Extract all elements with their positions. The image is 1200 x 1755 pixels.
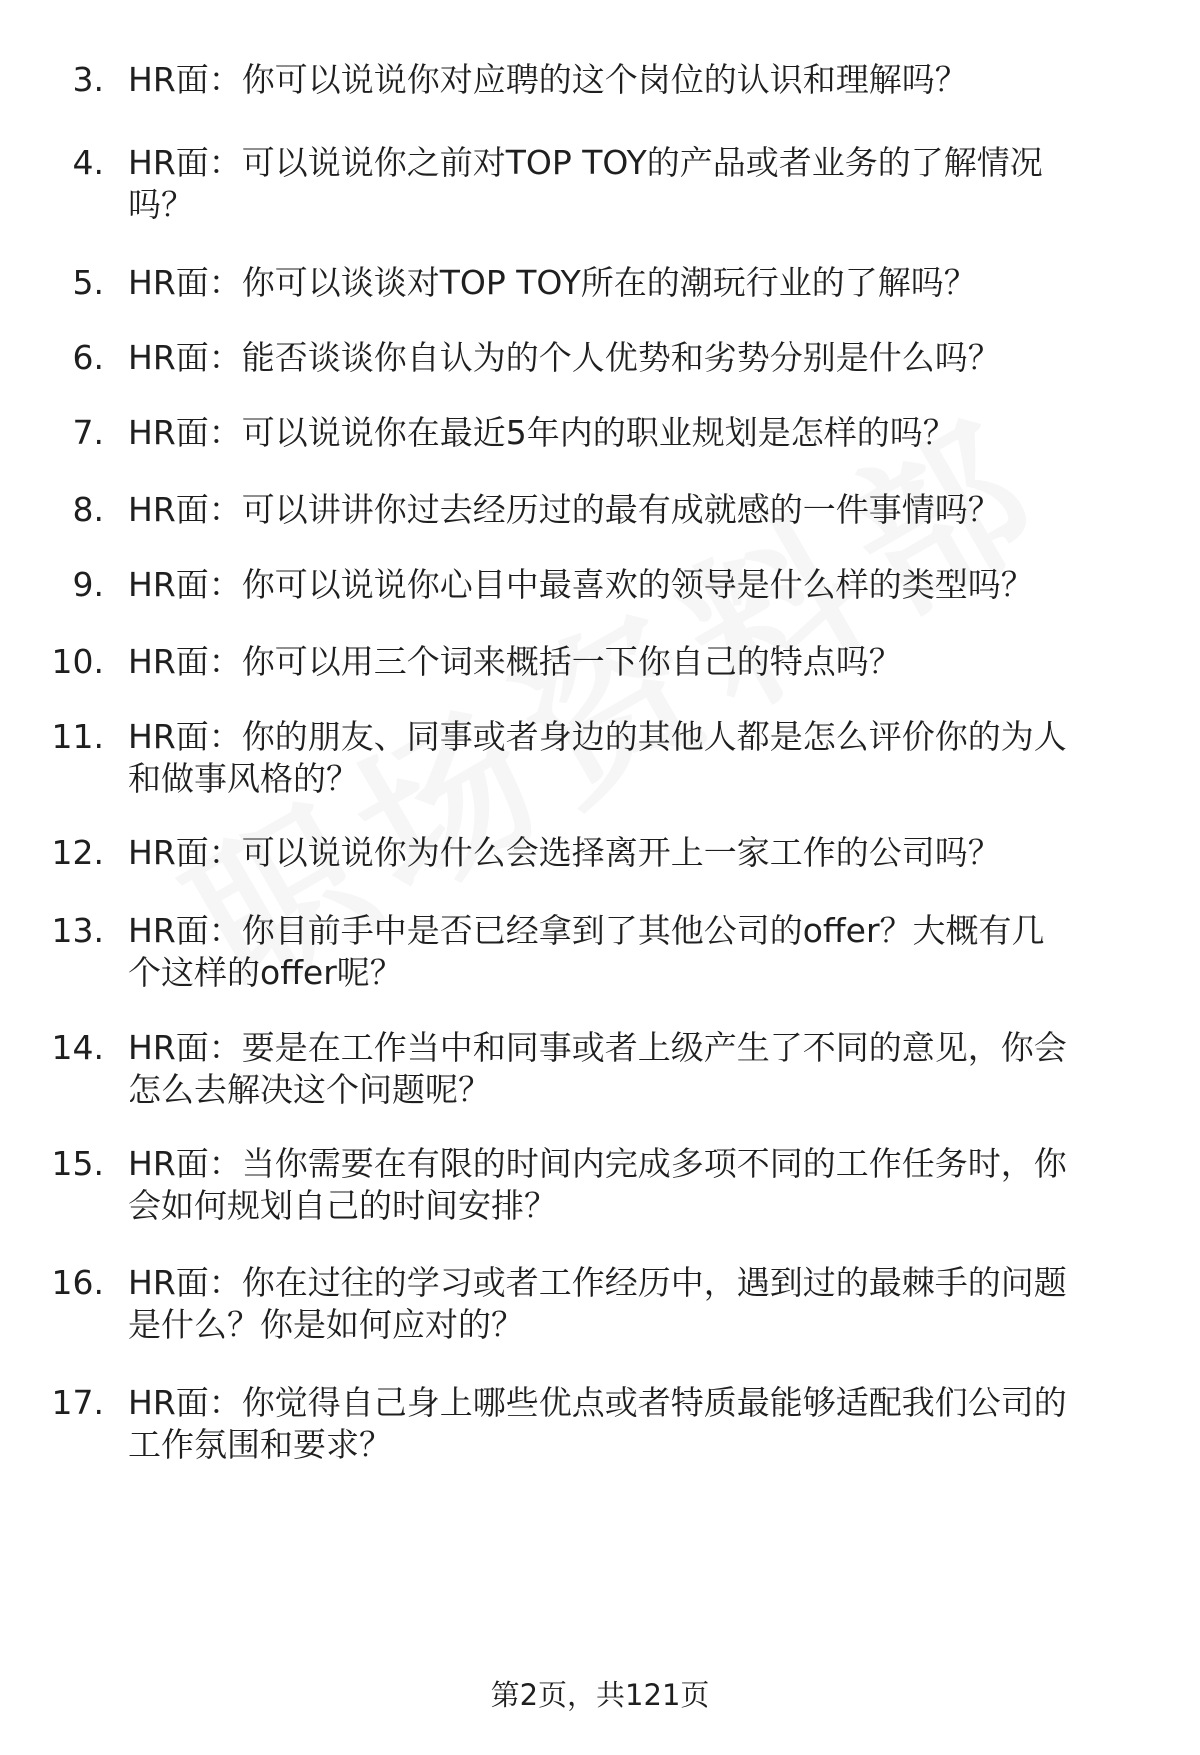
question-text [128, 1027, 1158, 1111]
question-text [128, 59, 1158, 101]
question-line: HR面：要是在工作当中和同事或者上级产生了不同的意见，你会 [128, 1028, 1067, 1067]
page-footer: 第2页，共121页 [490, 1678, 710, 1712]
question-number: 6. [72, 338, 104, 377]
question-line: 工作氛围和要求？ [128, 1425, 392, 1464]
question-text [128, 489, 1158, 531]
question-text [128, 262, 1158, 304]
question-number: 11. [51, 717, 104, 756]
question-text [128, 716, 1158, 800]
question-line: HR面：你可以谈谈对TOP TOY所在的潮玩行业的了解吗？ [128, 263, 977, 302]
question-line: HR面：你可以说说你对应聘的这个岗位的认识和理解吗？ [128, 60, 968, 99]
question-number: 4. [72, 143, 104, 182]
question-text [128, 641, 1158, 683]
question-text [128, 1143, 1158, 1227]
question-text [128, 910, 1158, 994]
question-number: 8. [72, 490, 104, 529]
question-line: HR面：你可以用三个词来概括一下你自己的特点吗？ [128, 642, 902, 681]
question-text [128, 832, 1158, 874]
question-text [128, 412, 1158, 454]
question-line: HR面：可以说说你为什么会选择离开上一家工作的公司吗？ [128, 833, 1001, 872]
question-text [128, 142, 1158, 226]
question-number: 3. [72, 60, 104, 99]
question-number: 15. [51, 1144, 104, 1183]
question-number: 10. [51, 642, 104, 681]
question-text [128, 1382, 1158, 1466]
question-number: 9. [72, 565, 104, 604]
question-line: HR面：可以讲讲你过去经历过的最有成就感的一件事情吗？ [128, 490, 1001, 529]
question-line: HR面：你的朋友、同事或者身边的其他人都是怎么评价你的为人 [128, 717, 1067, 756]
question-line: HR面：当你需要在有限的时间内完成多项不同的工作任务时，你 [128, 1144, 1067, 1183]
question-text [128, 337, 1158, 379]
question-line: 会如何规划自己的时间安排？ [128, 1186, 557, 1225]
question-line: 是什么？你是如何应对的？ [128, 1305, 524, 1344]
question-number: 12. [51, 833, 104, 872]
question-line: HR面：可以说说你之前对TOP TOY的产品或者业务的了解情况 [128, 143, 1043, 182]
question-number: 7. [72, 413, 104, 452]
question-line: HR面：你可以说说你心目中最喜欢的领导是什么样的类型吗？ [128, 565, 1034, 604]
question-line: 个这样的offer呢？ [128, 953, 403, 992]
question-number: 17. [51, 1383, 104, 1422]
question-text [128, 1262, 1158, 1346]
question-line: 和做事风格的？ [128, 759, 359, 798]
question-number: 13. [51, 911, 104, 950]
question-line: 怎么去解决这个问题呢？ [128, 1070, 491, 1109]
question-line: HR面：你目前手中是否已经拿到了其他公司的offer？大概有几 [128, 911, 1045, 950]
question-line: 吗？ [128, 185, 194, 224]
question-line: HR面：你在过往的学习或者工作经历中，遇到过的最棘手的问题 [128, 1263, 1067, 1302]
question-text [128, 564, 1158, 606]
question-line: HR面：你觉得自己身上哪些优点或者特质最能够适配我们公司的 [128, 1383, 1067, 1422]
question-line: HR面：能否谈谈你自认为的个人优势和劣势分别是什么吗？ [128, 338, 1001, 377]
question-number: 14. [51, 1028, 104, 1067]
question-line: HR面：可以说说你在最近5年内的职业规划是怎样的吗？ [128, 413, 956, 452]
question-number: 16. [51, 1263, 104, 1302]
question-number: 5. [72, 263, 104, 302]
